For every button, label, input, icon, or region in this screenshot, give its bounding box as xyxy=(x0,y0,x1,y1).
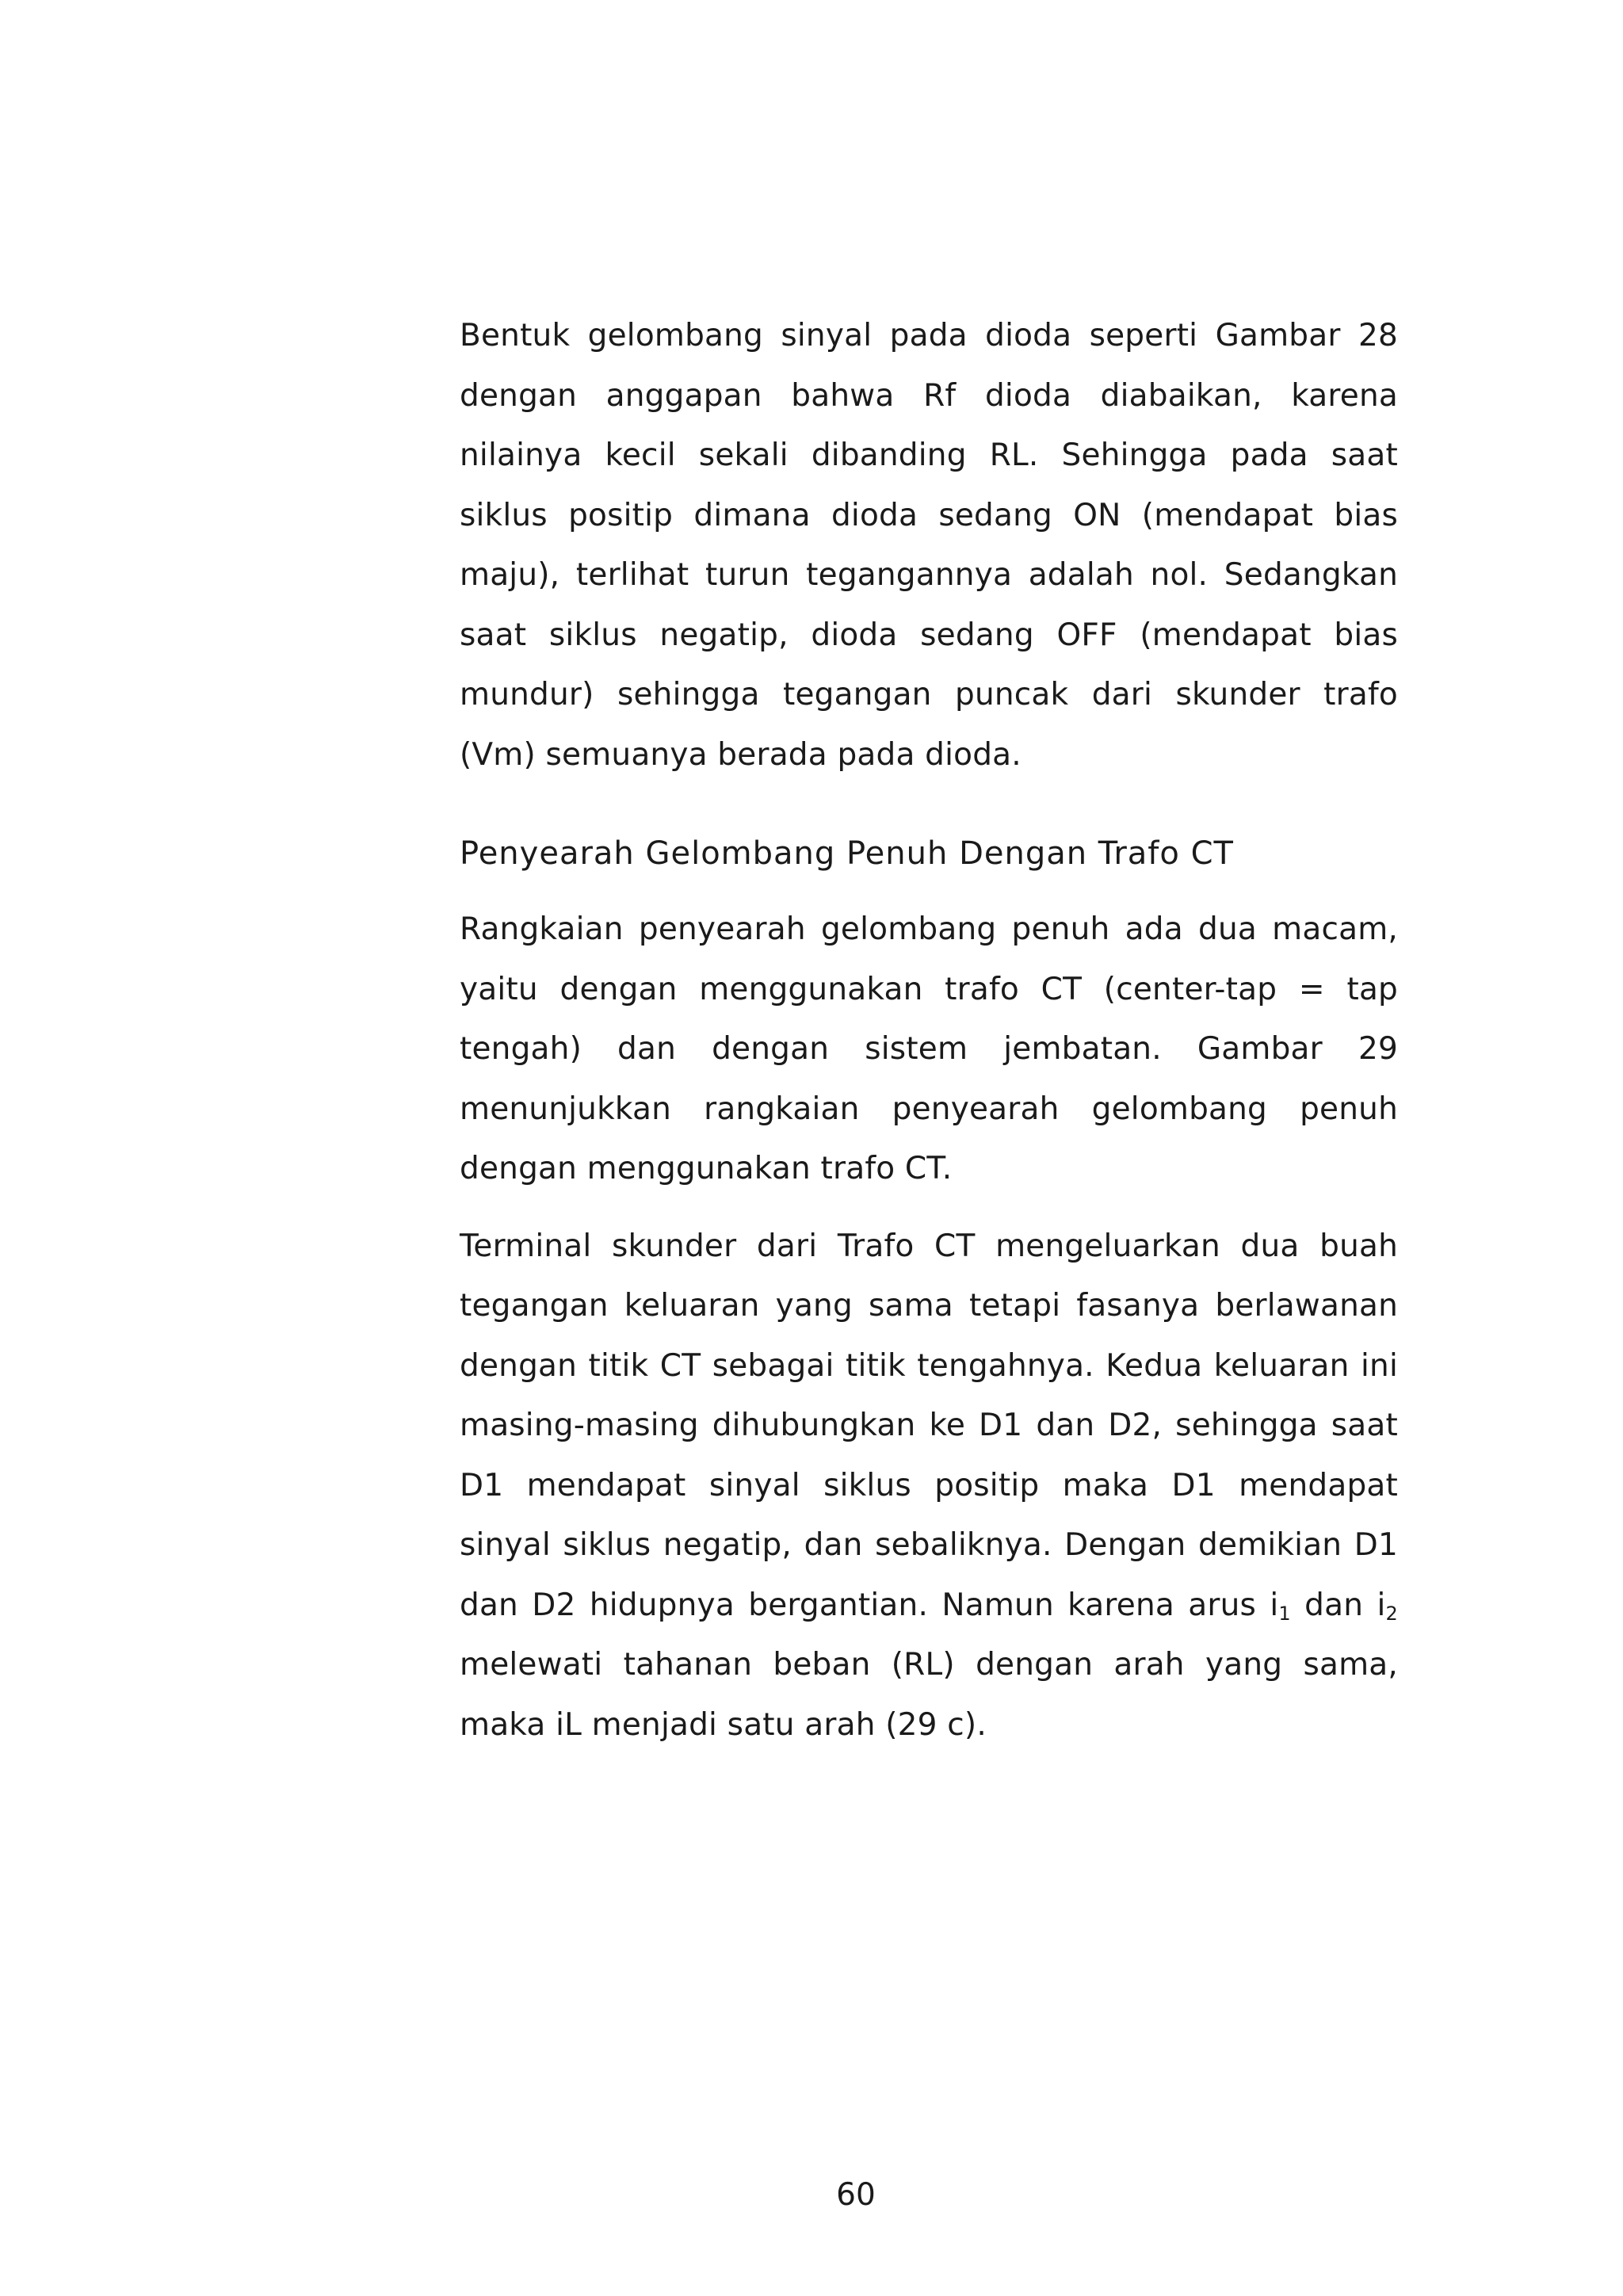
page-number: 60 xyxy=(836,2177,876,2213)
paragraph-ct-terminal-text-2: dan i xyxy=(1290,1587,1386,1623)
paragraph-full-wave-intro: Rangkaian penyearah gelombang penuh ada dua macam, yaitu dengan menggunakan trafo CT (center-tap = tap tengah) dan dengan sistem jembatan. Gambar 29 menunjukkan rangkaian penyearah gelombang penuh dengan menggunakan trafo CT. xyxy=(460,911,1398,1186)
section-heading: Penyearah Gelombang Penuh Dengan Trafo CT xyxy=(460,835,1234,872)
paragraph-ct-terminal xyxy=(460,1217,1398,1755)
paragraph-waveform-description: Bentuk gelombang sinyal pada dioda seperti Gambar 28 dengan anggapan bahwa Rf dioda diabaikan, karena nilainya kecil sekali dibanding RL. Sehingga pada saat siklus positip dimana dioda sedang ON (mendapat bias maju), terlihat turun tegangannya adalah nol. Sedangkan saat siklus negatip, dioda sedang OFF (mendapat bias mundur) sehingga tegangan puncak dari skunder trafo (Vm) semuanya berada pada dioda. xyxy=(460,318,1398,773)
subscript-1: 1 xyxy=(1278,1602,1291,1625)
body-text xyxy=(460,306,1398,1755)
paragraph-ct-terminal-text-1: Terminal skunder dari Trafo CT mengeluarkan dua buah tegangan keluaran yang sama tetapi fasanya berlawanan dengan titik CT sebagai titik tengahnya. Kedua keluaran ini masing-masing dihubungkan ke D1 dan D2, sehingga saat D1 mendapat sinyal siklus positip maka D1 mendapat sinyal siklus negatip, dan sebaliknya. Dengan demikian D1 dan D2 hidupnya bergantian. Namun karena arus i xyxy=(460,1228,1398,1623)
subscript-2: 2 xyxy=(1385,1602,1398,1625)
paragraph-ct-terminal-text-3: melewati tahanan beban (RL) dengan arah yang sama, maka iL menjadi satu arah (29 c). xyxy=(460,1647,1398,1743)
